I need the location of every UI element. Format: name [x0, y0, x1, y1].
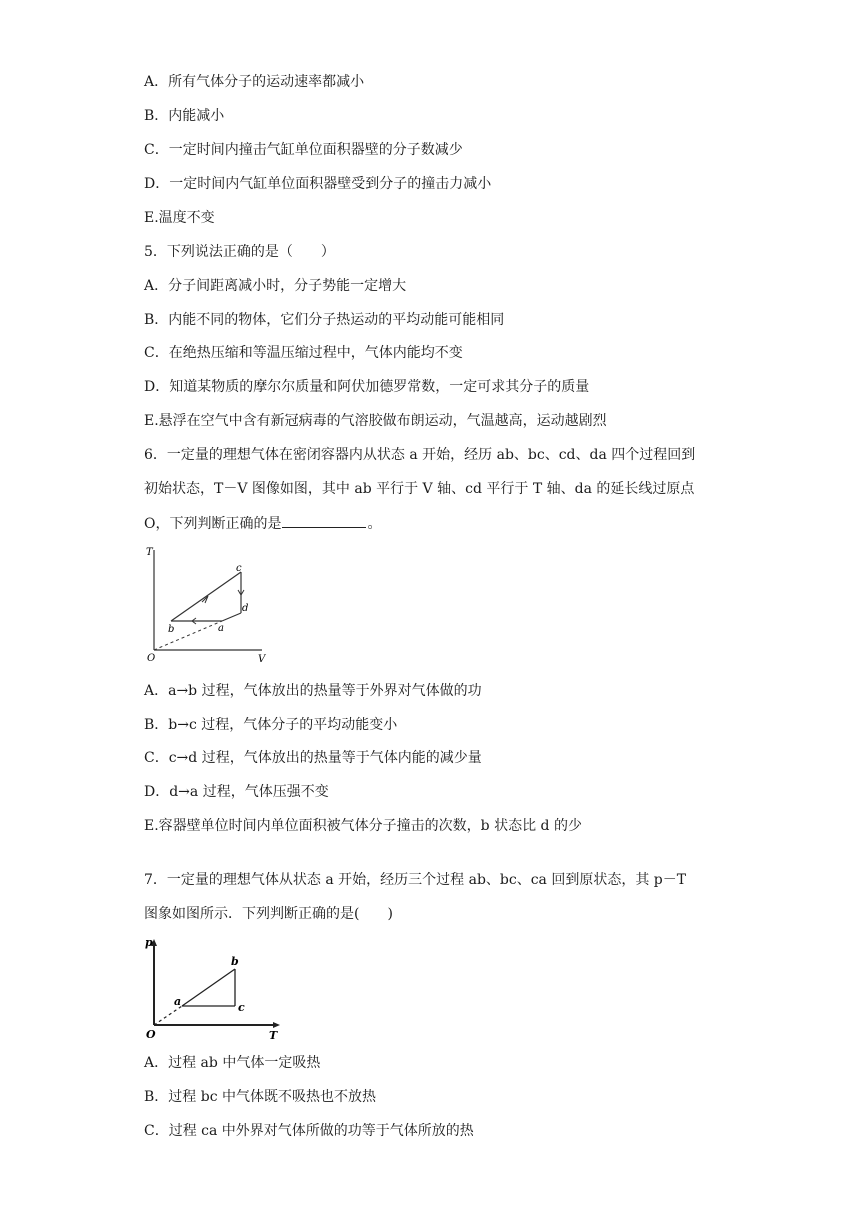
q4-option-e: E.温度不变	[144, 210, 215, 226]
q4-option-c: C．一定时间内撞击气缸单位面积器壁的分子数减少	[144, 142, 463, 158]
q6-option-d: D．d→a 过程，气体压强不变	[144, 784, 329, 800]
q6-segment-bc	[171, 572, 241, 621]
q5-option-b: B．内能不同的物体，它们分子热运动的平均动能可能相同	[144, 312, 505, 328]
q6-label-a: a	[218, 623, 224, 634]
q6-label-t: T	[146, 547, 153, 558]
q7-label-t: T	[269, 1029, 278, 1042]
q4-option-b: B．内能减小	[144, 108, 225, 124]
q4-option-d: D．一定时间内气缸单位面积器壁受到分子的撞击力减小	[144, 176, 492, 192]
q6-option-b: B．b→c 过程，气体分子的平均动能变小	[144, 717, 398, 733]
q7-stem-line1: 7．一定量的理想气体从状态 a 开始，经历三个过程 ab、bc、ca 回到原状态，其 p－T	[144, 872, 687, 888]
answer-blank	[282, 513, 366, 528]
q4-option-a: A．所有气体分子的运动速率都减小	[144, 74, 365, 90]
q7-label-a: a	[174, 995, 182, 1008]
q7-label-c: c	[238, 1001, 245, 1014]
q6-dashed-line	[154, 621, 222, 650]
q6-stem-line3-suffix: 。	[367, 516, 382, 532]
q6-option-a: A．a→b 过程，气体放出的热量等于外界对气体做的功	[144, 683, 482, 699]
q5-option-c: C．在绝热压缩和等温压缩过程中，气体内能均不变	[144, 345, 463, 361]
q6-stem-line2: 初始状态，T－V 图像如图，其中 ab 平行于 V 轴、cd 平行于 T 轴、da 的延长线过原点	[144, 481, 695, 497]
q6-stem-line3-prefix: O，下列判断正确的是	[144, 516, 282, 532]
q7-label-b: b	[231, 955, 239, 968]
q7-label-p: p	[145, 936, 153, 949]
q6-option-c: C．c→d 过程，气体放出的热量等于气体内能的减少量	[144, 750, 482, 766]
q6-label-c: c	[236, 563, 242, 574]
q6-tv-graph	[144, 545, 274, 665]
q5-option-a: A．分子间距离减小时，分子势能一定增大	[144, 278, 407, 294]
q7-option-c: C．过程 ca 中外界对气体所做的功等于气体所放的热	[144, 1123, 474, 1139]
q6-stem-line3	[144, 513, 381, 534]
q6-label-b: b	[168, 624, 175, 635]
q6-segment-da	[222, 613, 241, 621]
q6-stem-line1: 6．一定量的理想气体在密闭容器内从状态 a 开始，经历 ab、bc、cd、da 四个过程回到	[144, 447, 696, 463]
q5-option-e: E.悬浮在空气中含有新冠病毒的气溶胶做布朗运动，气温越高，运动越剧烈	[144, 413, 607, 429]
q6-option-e: E.容器壁单位时间内单位面积被气体分子撞击的次数，b 状态比 d 的少	[144, 818, 582, 834]
q6-label-d: d	[242, 603, 249, 614]
q5-stem: 5．下列说法正确的是（ ）	[144, 244, 335, 260]
q7-stem-line2: 图象如图所示．下列判断正确的是( )	[144, 906, 393, 922]
q7-axis-t-arrow	[273, 1022, 280, 1028]
q6-label-v: V	[258, 654, 266, 665]
q7-dashed-line	[154, 1006, 182, 1025]
q7-option-b: B．过程 bc 中气体既不吸热也不放热	[144, 1089, 376, 1105]
q7-label-o: O	[146, 1028, 156, 1041]
q6-label-o: O	[147, 653, 156, 664]
q5-option-d: D．知道某物质的摩尔尔质量和阿伏加德罗常数，一定可求其分子的质量	[144, 379, 590, 395]
q7-pt-graph	[144, 935, 284, 1045]
q7-segment-ab	[182, 969, 235, 1006]
q7-option-a: A．过程 ab 中气体一定吸热	[144, 1055, 321, 1071]
